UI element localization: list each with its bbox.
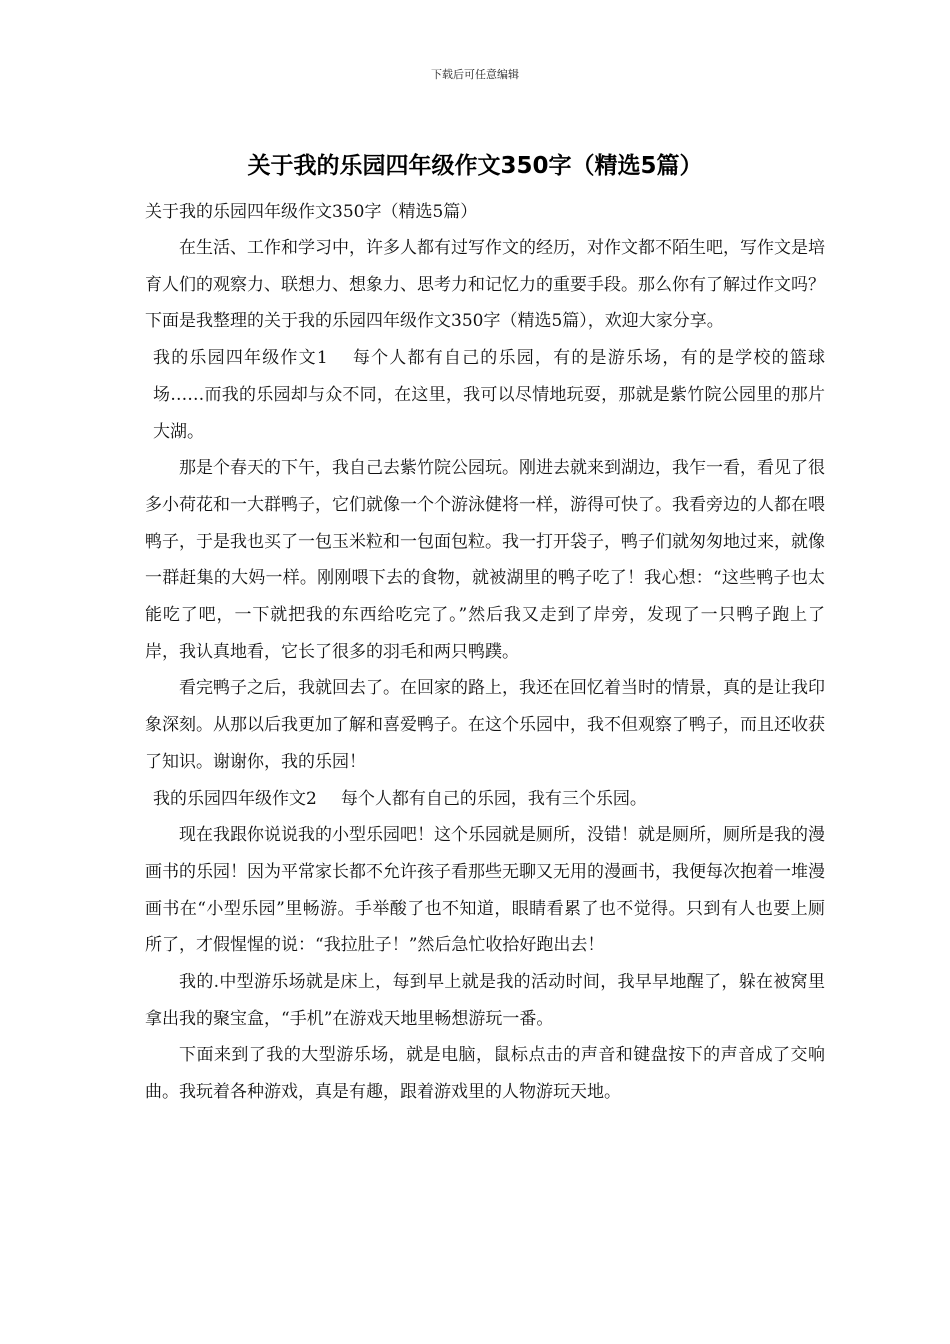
essay-2-opening [145,781,825,818]
essay-1-heading: 我的乐园四年级作文1 [153,348,328,369]
essay-2-paragraph-4: 下面来到了我的大型游乐场，就是电脑，鼠标点击的声音和键盘按下的声音成了交响曲。我玩着各种游戏，真是有趣，跟着游戏里的人物游玩天地。 [145,1045,825,1103]
document-body [145,198,825,1111]
essay-1-paragraph-3: 看完鸭子之后，我就回去了。在回家的路上，我还在回忆着当时的情景，真的是让我印象深刻。从那以后我更加了解和喜爱鸭子。在这个乐园中，我不但观察了鸭子，而且还收获了知识。谢谢你，我的乐园！ [145,678,825,772]
page-header-note: 下载后可任意编辑 [431,68,519,81]
essay-2-paragraph-2: 现在我跟你说说我的小型乐园吧！这个乐园就是厕所，没错！就是厕所，厕所是我的漫画书的乐园！因为平常家长都不允许孩子看那些无聊又无用的漫画书，我便每次抱着一堆漫画书在“小型乐园”里畅游。手举酸了也不知道，眼睛看累了也不觉得。只到有人也要上厕所了，才假惺惺的说：“我拉肚子！”然后急忙收拾好跑出去！ [145,825,825,956]
document-title: 关于我的乐园四年级作文350字（精选5篇） [247,153,703,179]
essay-1-paragraph-1: 每个人都有自己的乐园，有的是游乐场，有的是学校的篮球场……而我的乐园却与众不同，在这里，我可以尽情地玩耍，那就是紫竹院公园里的那片大湖。 [153,348,825,442]
intro-paragraph: 在生活、工作和学习中，许多人都有过写作文的经历，对作文都不陌生吧，写作文是培育人们的观察力、联想力、想象力、思考力和记忆力的重要手段。那么你有了解过作文吗？下面是我整理的关于我的乐园四年级作文350字（精选5篇），欢迎大家分享。 [145,238,825,332]
essay-2-heading: 我的乐园四年级作文2 [153,788,317,809]
essay-2-paragraph-3: 我的.中型游乐场就是床上，每到早上就是我的活动时间，我早早地醒了，躲在被窝里拿出我的聚宝盒，“手机”在游戏天地里畅想游玩一番。 [145,972,825,1029]
essay-2-paragraph-1: 每个人都有自己的乐园，我有三个乐园。 [340,788,647,809]
essay-1-paragraph-2: 那是个春天的下午，我自己去紫竹院公园玩。刚进去就来到湖边，我乍一看，看见了很多小荷花和一大群鸭子，它们就像一个个游泳健将一样，游得可快了。我看旁边的人都在喂鸭子，于是我也买了一包玉米粒和一包面包粒。我一打开袋子，鸭子们就匆匆地过来，就像一群赶集的大妈一样。刚刚喂下去的食物，就被湖里的鸭子吃了！我心想：“这些鸭子也太能吃了吧，一下就把我的东西给吃完了。”然后我又走到了岸旁，发现了一只鸭子跑上了岸，我认真地看，它长了很多的羽毛和两只鸭蹼。 [145,458,825,662]
essay-1-opening [145,340,825,450]
subtitle: 关于我的乐园四年级作文350字（精选5篇） [145,202,478,222]
